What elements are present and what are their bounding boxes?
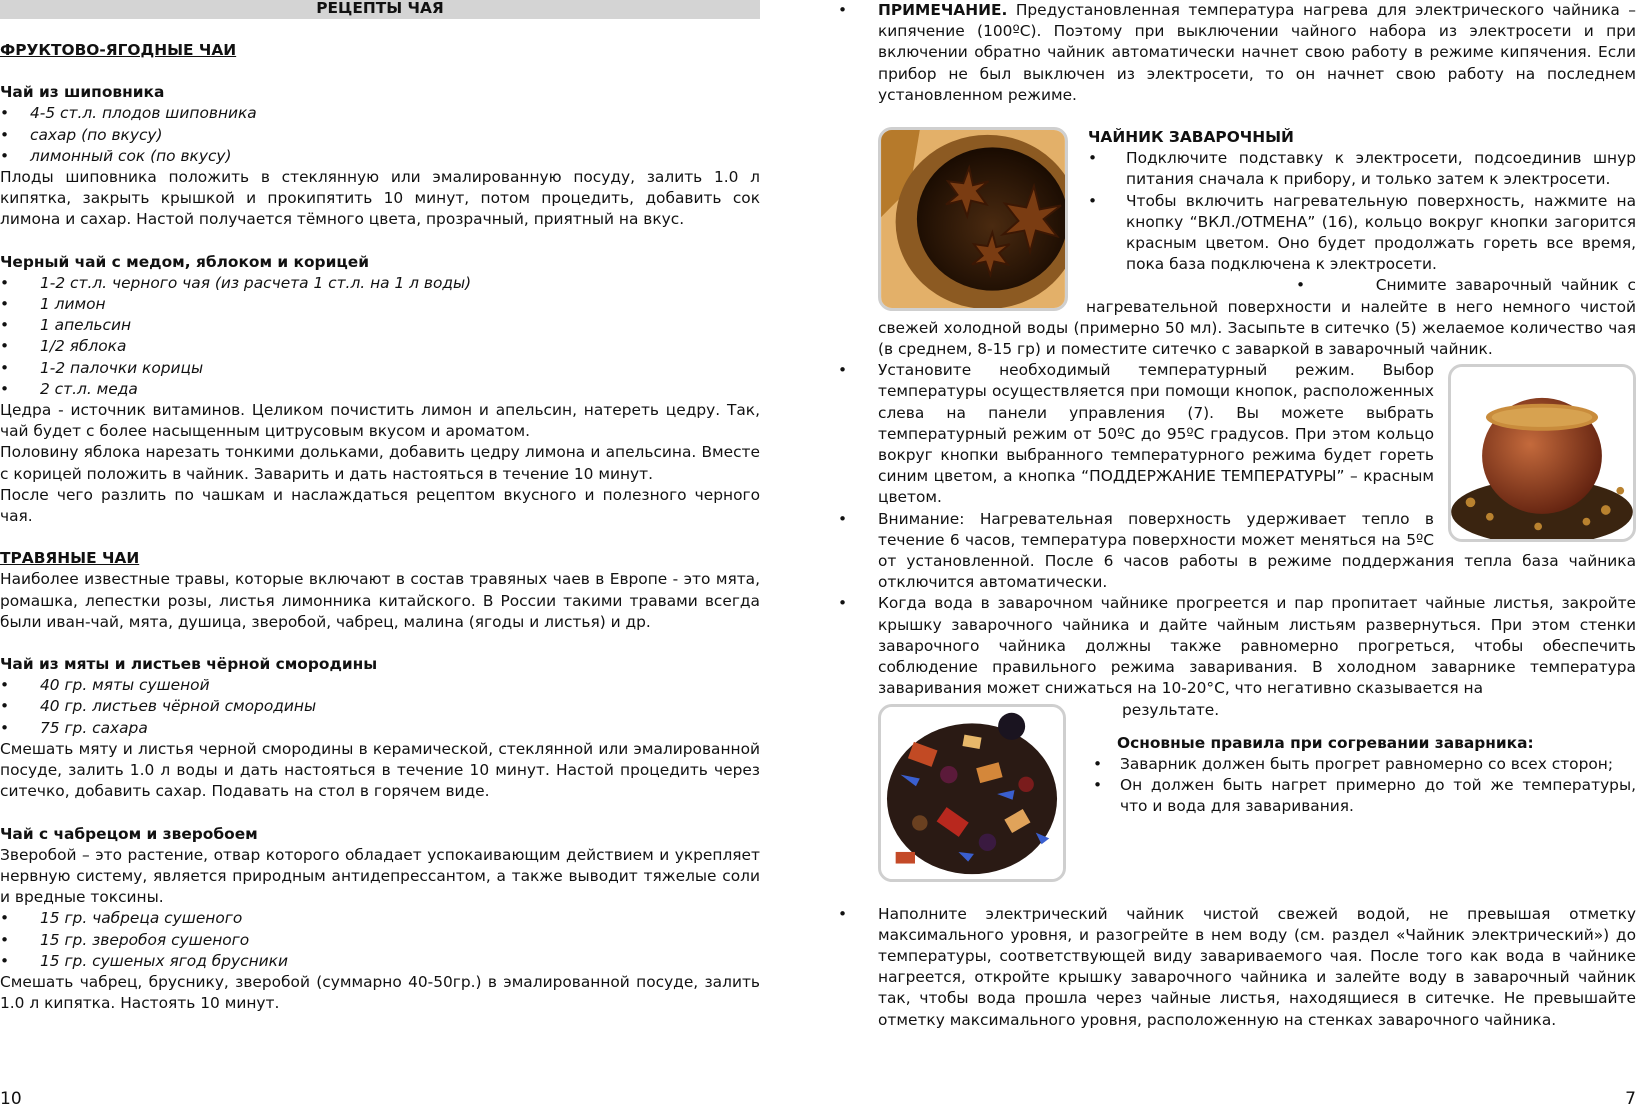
list-item: • 4-5 ст.л. плодов шиповника [0, 103, 760, 124]
ingredient-list [0, 273, 760, 400]
rules-title: Основные правила при согревании заварника: [1117, 733, 1534, 752]
ingredient-list [0, 908, 760, 972]
note-text: Предустановленная температура нагрева для электрического чайника – кипячение (100ºС). Поэтому при выключении чайного набора из электросети и при включении обратно чайник автоматически начнет свою работу в режиме кипячения. Если прибор не был выключен из электросети, то он начнет свою работу на последнем установленном режиме. [878, 1, 1636, 104]
note-label: ПРИМЕЧАНИЕ. [878, 1, 1008, 19]
page-number-right: 7 [1625, 1089, 1636, 1109]
ingredient-list [0, 675, 760, 739]
list-item: • 40 гр. мяты сушеной [0, 675, 760, 696]
recipe-text: После чего разлить по чашкам и наслаждаться рецептом вкусного и полезного черного чая. [0, 485, 760, 526]
section-title-herbal: ТРАВЯНЫЕ ЧАИ [0, 549, 140, 568]
recipe-text: Цедра - источник витаминов. Целиком почистить лимон и апельсин, натереть цедру. Так, чай будет с более насыщенным цитрусовым вкусом и ароматом. [0, 401, 760, 441]
teapot-item-3: • Снимите заварочный чайник с нагревательной поверхности и налейте в него немного чистой свежей холодной воды (примерно 50 мл). Засыпьте в ситечко (5) желаемое количество чая (в среднем, 8-15 гр) и поместите ситечко с заваркой в заварочный чайник. [878, 276, 1636, 359]
bullet-paragraph: • Когда вода в заварочном чайнике прогреется и пар пропитает чайные листья, закройте крышку заварочного чайника и дайте чайным листьям развернуться. При этом стенки заварочного чайника должны также равномерно прогреться, чтобы обеспечить соблюдение правильного режима заваривания. В холодном заварнике температура заваривания может снижаться на 10-20°С, что негативно сказывается на [838, 593, 1636, 699]
list-item: • 1 апельсин [0, 315, 760, 336]
recipe-title: Чай с чабрецом и зверобоем [0, 824, 258, 843]
page-header: РЕЦЕПТЫ ЧАЯ [0, 0, 760, 19]
list-item: • 15 гр. сушеных ягод брусники [0, 951, 760, 972]
teapot-section-title: ЧАЙНИК ЗАВАРОЧНЫЙ [1088, 128, 1294, 147]
page-number-left: 10 [0, 1089, 22, 1109]
recipe-text: Половину яблока нарезать тонкими дольками, добавить цедру лимона и апельсина. Вместе с корицей положить в чайник. Заварить и дать настояться в течение 10 минут. [0, 443, 760, 483]
recipe-title: Чай из шиповника [0, 83, 165, 102]
list-item: • 2 ст.л. меда [0, 379, 760, 400]
bullet-paragraph: • Установите необходимый температурный режим. Выбор температуры осуществляется при помощи кнопок, расположенных слева на панели управления (7). Вы можете выбрать температурный режим от 50ºС до 95ºС градусов. При этом кольцо вокруг кнопки выбранного температурного режима будет гореть синим цветом, а кнопка “ПОДДЕРЖАНИЕ ТЕМПЕРАТУРЫ” – красным цветом. [838, 360, 1636, 508]
left-page [0, 0, 760, 1014]
list-item: • 1-2 палочки корицы [0, 358, 760, 379]
section-title-fruit: ФРУКТОВО-ЯГОДНЫЕ ЧАИ [0, 41, 237, 59]
recipe-text: Плоды шиповника положить в стеклянную или эмалированную посуду, залить 1.0 л кипятка, закрыть крышкой и прокипятить 10 минут, потом процедить, добавить сок лимона и сахар. Настой получается тёмного цвета, прозрачный, приятный на вкус. [0, 168, 760, 229]
recipe-title: Черный чай с медом, яблоком и корицей [0, 252, 369, 271]
recipe-text: Зверобой – это растение, отвар которого обладает успокаивающим действием и укрепляет нервную систему, является природным антидепрессантом, а также выводит тяжелые соли и вредные токсины. [0, 845, 760, 907]
section-text: Наиболее известные травы, которые включают в состав травяных чаев в Европе - это мята, ромашка, лепестки розы, листья лимонника китайского. В России такими травами всегда были иван-чай, мята, душица, зверобой, чабрец, малина (ягоды и листья) и др. [0, 570, 760, 631]
recipe-title: Чай из мяты и листьев чёрной смородины [0, 655, 378, 674]
list-item: • 1 лимон [0, 294, 760, 315]
list-item: • 1/2 яблока [0, 336, 760, 357]
list-item: • 15 гр. зверобоя сушеного [0, 930, 760, 951]
list-item: • лимонный сок (по вкусу) [0, 146, 760, 167]
bullet-paragraph: • Наполните электрический чайник чистой свежей водой, не превышая отметку максимального уровня, и разогрейте в нем воду (см. раздел «Чайник электрический») до температуры, соответствующей виду завариваемого чая. После того как вода в чайнике нагреется, откройте крышку заварочного чайника и залейте воду в заварочный чайник так, чтобы вода прошла через чайные листья, находящиеся в ситечке. Не превышайте отметку максимального уровня, расположенную на стенках заварочного чайника. [838, 904, 1636, 1031]
list-item: • 1-2 ст.л. черного чая (из расчета 1 ст.л. на 1 л воды) [0, 273, 760, 294]
rules-item: • Заварник должен быть прогрет равномерно со всех сторон; [1090, 754, 1636, 775]
recipe-text: Смешать мяту и листья черной смородины в керамической, стеклянной или эмалированной посуде, залить 1.0 л воды и дать настояться в течение 10 минут. Настой процедить через ситечко, добавить сахар. Подавать на стол в горячем виде. [0, 739, 760, 801]
rules-item: • Он должен быть нагрет примерно до той же температуры, что и вода для заваривания. [1090, 775, 1636, 817]
right-page [878, 0, 1636, 1031]
result-word: результате. [1122, 700, 1220, 719]
ingredient-list [0, 103, 760, 167]
list-item: • сахар (по вкусу) [0, 125, 760, 146]
bullet-paragraph: • Внимание: Нагревательная поверхность удерживает тепло в течение 6 часов, температура поверхности может меняться на 5ºС от установленной. После 6 часов работы в режиме поддержания тепла база чайника отключится автоматически. [838, 509, 1636, 594]
teapot-item-2: • Чтобы включить нагревательную поверхность, нажмите на кнопку “ВКЛ./ОТМЕНА” (16), кольцо вокруг кнопки загорится красным цветом. Оно будет продолжать гореть все время, пока база подключена к электросети. [1088, 191, 1636, 274]
recipe-text: Смешать чабрец, бруснику, зверобой (суммарно 40-50гр.) в эмалированной посуде, залить 1.0 л кипятка. Настоять 10 минут. [0, 972, 760, 1013]
teapot-item-1: • Подключите подставку к электросети, подсоединив шнур питания сначала к прибору, и только затем к электросети. [1088, 149, 1636, 189]
list-item: • 15 гр. чабреца сушеного [0, 908, 760, 929]
note-paragraph [838, 0, 1636, 106]
dried-fruit-icon [881, 707, 1063, 879]
dried-fruit-tea-image [878, 704, 1066, 882]
list-item: • 75 гр. сахара [0, 718, 760, 739]
list-item: • 40 гр. листьев чёрной смородины [0, 696, 760, 717]
